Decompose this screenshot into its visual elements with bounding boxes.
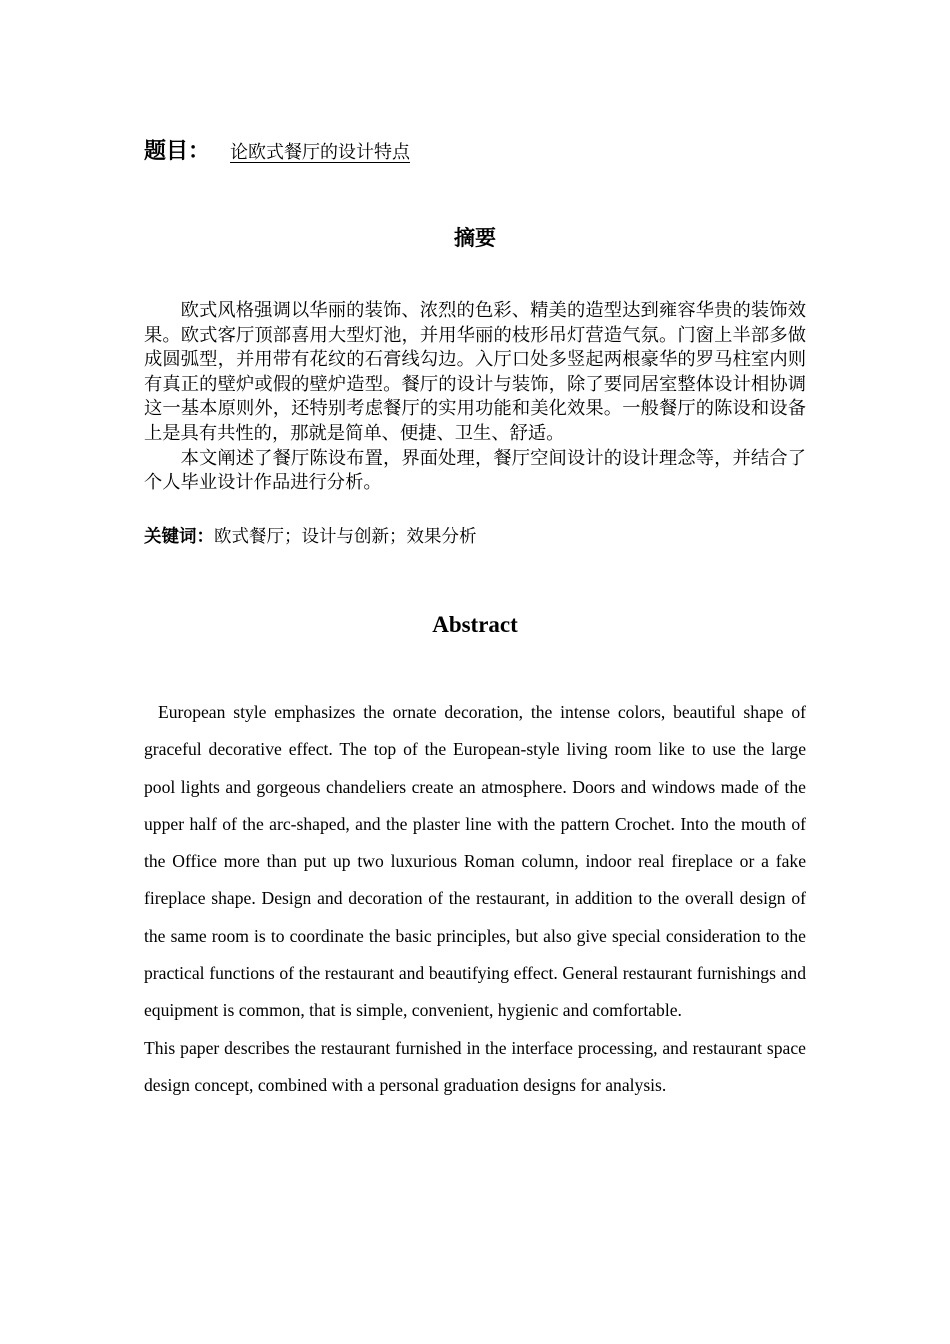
abstract-en-paragraph: European style emphasizes the ornate decoration, the intense colors, beautiful shape of graceful decorative effect. The top of the European-style living room like to use the large pool lights and gorgeous chandeliers create an atmosphere. Doors and windows made of the upper half of the arc-shaped, and the plaster line with the pattern Crochet. Into the mouth of the Office more than put up two luxurious Roman column, indoor real fireplace or a fake fireplace shape. Design and decoration of the restaurant, in addition to the overall design of the same room is to coordinate the basic principles, but also give special consideration to the practical functions of the restaurant and beautifying effect. General restaurant furnishings and equipment is common, that is simple, convenient, hygienic and comfortable. [144, 702, 806, 1021]
keywords [144, 523, 477, 548]
abstract-en-paragraph: This paper describes the restaurant furnished in the interface processing, and restaurant space design concept, combined with a personal graduation designs for analysis. [144, 1037, 806, 1095]
abstract-en-body [144, 694, 806, 1104]
abstract-en-heading: Abstract [432, 612, 518, 637]
abstract-cn-paragraph: 欧式风格强调以华丽的装饰、浓烈的色彩、精美的造型达到雍容华贵的装饰效果。欧式客厅顶部喜用大型灯池，并用华丽的枝形吊灯营造气氛。门窗上半部多做成圆弧型，并用带有花纹的石膏线勾边。入厅口处多竖起两根豪华的罗马柱室内则有真正的壁炉或假的壁炉造型。餐厅的设计与装饰，除了要同居室整体设计相协调这一基本原则外，还特别考虑餐厅的实用功能和美化效果。一般餐厅的陈设和设备上是具有共性的，那就是简单、便捷、卫生、舒适。 [144, 300, 806, 443]
keywords-text: 欧式餐厅；设计与创新；效果分析 [214, 526, 477, 546]
abstract-cn-paragraph: 本文阐述了餐厅陈设布置，界面处理，餐厅空间设计的设计理念等，并结合了个人毕业设计作品进行分析。 [144, 447, 806, 493]
title-text: 论欧式餐厅的设计特点 [230, 142, 411, 162]
thesis-title [144, 134, 444, 165]
abstract-cn-heading: 摘要 [454, 226, 496, 250]
title-label: 题目： [144, 138, 211, 163]
abstract-cn-body [144, 298, 806, 495]
keywords-label: 关键词： [144, 526, 214, 546]
